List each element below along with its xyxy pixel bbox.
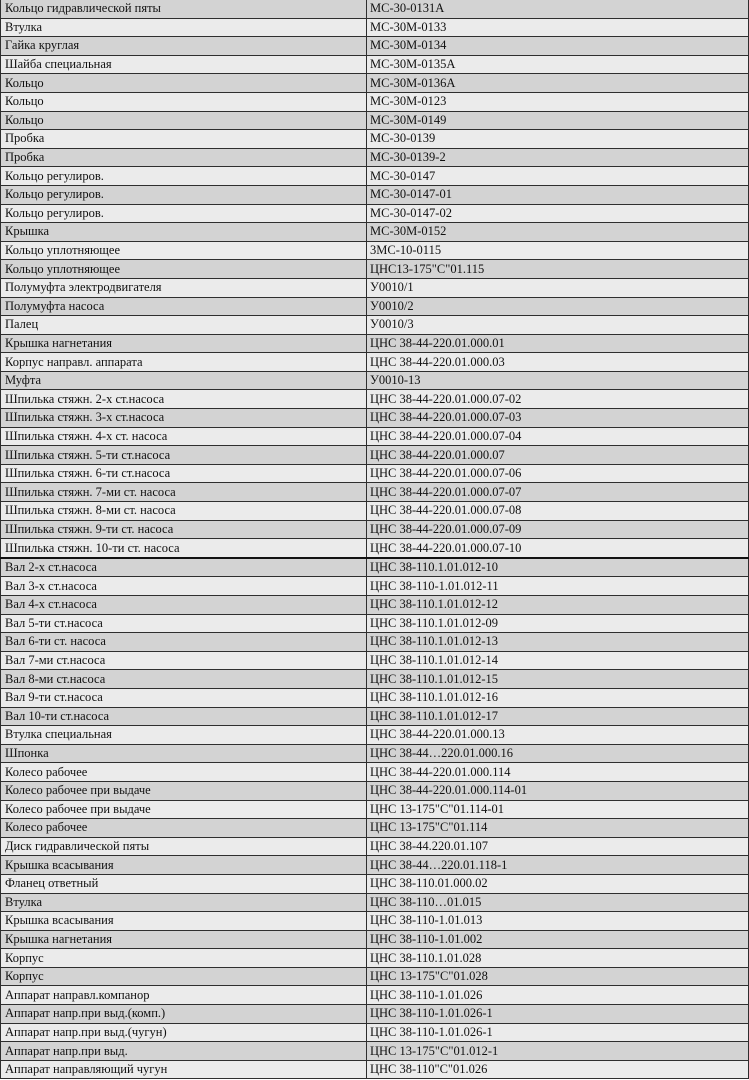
table-row [1, 558, 749, 577]
part-code-cell[interactable]: ЦНС 38-44…220.01.118-1 [367, 856, 749, 875]
part-name-cell[interactable]: Палец [1, 316, 367, 335]
table-row [1, 111, 749, 130]
part-name-cell[interactable]: Вал 8-ми ст.насоса [1, 670, 367, 689]
table-row [1, 781, 749, 800]
part-code-cell[interactable]: ЦНС 38-44-220.01.000.13 [367, 726, 749, 745]
part-code-cell[interactable]: ЦНС 13-175"С"01.012-1 [367, 1042, 749, 1061]
table-row [1, 633, 749, 652]
part-name-cell[interactable]: Пробка [1, 148, 367, 167]
part-name-cell[interactable]: Кольцо [1, 74, 367, 93]
part-code-cell[interactable]: ЦНС 38-110…01.015 [367, 893, 749, 912]
table-row [1, 763, 749, 782]
table-row [1, 670, 749, 689]
part-name-cell[interactable]: Кольцо уплотняющее [1, 260, 367, 279]
part-code-cell[interactable]: МС-30-0139 [367, 130, 749, 149]
table-row [1, 707, 749, 726]
part-code-cell[interactable]: ЦНС 38-110.1.01.012-17 [367, 707, 749, 726]
part-code-cell[interactable]: ЦНС 38-44-220.01.000.114 [367, 763, 749, 782]
part-name-cell[interactable]: Шпилька стяжн. 8-ми ст. насоса [1, 502, 367, 521]
table-row [1, 1042, 749, 1061]
table-row [1, 260, 749, 279]
part-name-cell[interactable]: Гайка круглая [1, 37, 367, 56]
table-row [1, 18, 749, 37]
part-name-cell[interactable]: Кольцо гидравлической пяты [1, 0, 367, 18]
table-row [1, 74, 749, 93]
table-row [1, 464, 749, 483]
part-name-cell[interactable]: Шпилька стяжн. 7-ми ст. насоса [1, 483, 367, 502]
part-code-cell[interactable]: ЦНС 38-44-220.01.000.07-02 [367, 390, 749, 409]
part-code-cell[interactable]: У0010/2 [367, 297, 749, 316]
part-name-cell[interactable]: Кольцо регулиров. [1, 185, 367, 204]
part-code-cell[interactable]: ЦНС 38-44-220.01.000.07-04 [367, 427, 749, 446]
table-row [1, 130, 749, 149]
part-name-cell[interactable]: Шпилька стяжн. 6-ти ст.насоса [1, 464, 367, 483]
table-row [1, 744, 749, 763]
table-row [1, 204, 749, 223]
table-row [1, 577, 749, 596]
table-row [1, 596, 749, 615]
table-row [1, 893, 749, 912]
part-code-cell[interactable]: ЦНС 38-110.1.01.028 [367, 949, 749, 968]
part-code-cell[interactable]: МС-30М-0149 [367, 111, 749, 130]
part-code-cell[interactable]: 3МС-10-0115 [367, 241, 749, 260]
table-row [1, 167, 749, 186]
part-code-cell[interactable]: МС-30-0147 [367, 167, 749, 186]
part-code-cell[interactable]: ЦНС 38-44.220.01.107 [367, 837, 749, 856]
table-row [1, 92, 749, 111]
part-name-cell[interactable]: Полумуфта электродвигателя [1, 278, 367, 297]
table-row [1, 800, 749, 819]
part-name-cell[interactable]: Шпилька стяжн. 9-ти ст. насоса [1, 520, 367, 539]
part-code-cell[interactable]: МС-30М-0136А [367, 74, 749, 93]
table-row [1, 949, 749, 968]
part-code-cell[interactable]: ЦНС 38-110.01.000.02 [367, 874, 749, 893]
part-name-cell[interactable]: Диск гидравлической пяты [1, 837, 367, 856]
parts-table-body [1, 0, 749, 1079]
part-name-cell[interactable]: Шпонка [1, 744, 367, 763]
part-name-cell[interactable]: Вал 4-х ст.насоса [1, 596, 367, 615]
part-name-cell[interactable]: Крышка всасывания [1, 912, 367, 931]
part-name-cell[interactable]: Шпилька стяжн. 3-х ст.насоса [1, 409, 367, 428]
table-row [1, 688, 749, 707]
part-code-cell[interactable]: ЦНС 38-110.1.01.012-13 [367, 633, 749, 652]
part-code-cell[interactable]: ЦНС 13-175"С"01.028 [367, 967, 749, 986]
table-row [1, 1060, 749, 1079]
part-code-cell[interactable]: МС-30М-0123 [367, 92, 749, 111]
part-name-cell[interactable]: Колесо рабочее при выдаче [1, 800, 367, 819]
part-code-cell[interactable]: МС-30-0131А [367, 0, 749, 18]
part-code-cell[interactable]: ЦНС 38-110.1.01.012-10 [367, 558, 749, 577]
part-name-cell[interactable]: Аппарат напр.при выд. [1, 1042, 367, 1061]
part-name-cell[interactable]: Колесо рабочее [1, 763, 367, 782]
part-name-cell[interactable]: Кольцо регулиров. [1, 204, 367, 223]
part-name-cell[interactable]: Крышка нагнетания [1, 334, 367, 353]
part-name-cell[interactable]: Корпус [1, 949, 367, 968]
part-code-cell[interactable]: ЦНС 38-44…220.01.000.16 [367, 744, 749, 763]
table-row [1, 427, 749, 446]
table-row [1, 856, 749, 875]
part-name-cell[interactable]: Вал 2-х ст.насоса [1, 558, 367, 577]
table-row [1, 1023, 749, 1042]
part-code-cell[interactable]: ЦНС 38-110-1.01.026-1 [367, 1005, 749, 1024]
part-code-cell[interactable]: ЦНС 38-110-1.01.012-11 [367, 577, 749, 596]
table-row [1, 334, 749, 353]
part-name-cell[interactable]: Аппарат направляющий чугун [1, 1060, 367, 1079]
part-name-cell[interactable]: Шпилька стяжн. 10-ти ст. насоса [1, 539, 367, 558]
table-row [1, 520, 749, 539]
part-code-cell[interactable]: У0010/3 [367, 316, 749, 335]
part-name-cell[interactable]: Вал 5-ти ст.насоса [1, 614, 367, 633]
table-row [1, 446, 749, 465]
part-code-cell[interactable]: ЦНС 38-44-220.01.000.07-03 [367, 409, 749, 428]
part-name-cell[interactable]: Вал 9-ти ст.насоса [1, 688, 367, 707]
part-code-cell[interactable]: ЦНС 38-44-220.01.000.07-08 [367, 502, 749, 521]
part-code-cell[interactable]: МС-30М-0134 [367, 37, 749, 56]
part-name-cell[interactable]: Шпилька стяжн. 2-х ст.насоса [1, 390, 367, 409]
part-name-cell[interactable]: Шпилька стяжн. 5-ти ст.насоса [1, 446, 367, 465]
table-row [1, 241, 749, 260]
table-row [1, 297, 749, 316]
part-name-cell[interactable]: Втулка [1, 893, 367, 912]
part-code-cell[interactable]: ЦНС 13-175"С"01.114 [367, 819, 749, 838]
part-name-cell[interactable]: Аппарат напр.при выд.(чугун) [1, 1023, 367, 1042]
part-code-cell[interactable]: ЦНС 38-44-220.01.000.07 [367, 446, 749, 465]
table-row [1, 409, 749, 428]
part-code-cell[interactable]: ЦНС 38-44-220.01.000.07-06 [367, 464, 749, 483]
table-row [1, 37, 749, 56]
table-row [1, 930, 749, 949]
part-name-cell[interactable]: Полумуфта насоса [1, 297, 367, 316]
part-code-cell[interactable]: МС-30-0139-2 [367, 148, 749, 167]
part-code-cell[interactable]: ЦНС 38-110-1.01.026-1 [367, 1023, 749, 1042]
part-code-cell[interactable]: МС-30М-0135А [367, 55, 749, 74]
table-row [1, 502, 749, 521]
part-code-cell[interactable]: ЦНС 38-110"С"01.026 [367, 1060, 749, 1079]
part-code-cell[interactable]: ЦНС 38-44-220.01.000.07-10 [367, 539, 749, 558]
table-row [1, 874, 749, 893]
part-code-cell[interactable]: ЦНС 38-110.1.01.012-15 [367, 670, 749, 689]
part-name-cell[interactable]: Вал 7-ми ст.насоса [1, 651, 367, 670]
part-code-cell[interactable]: ЦНС 38-110-1.01.002 [367, 930, 749, 949]
part-name-cell[interactable]: Шпилька стяжн. 4-х ст. насоса [1, 427, 367, 446]
part-name-cell[interactable]: Втулка специальная [1, 726, 367, 745]
table-row [1, 614, 749, 633]
table-row [1, 819, 749, 838]
part-name-cell[interactable]: Пробка [1, 130, 367, 149]
table-row [1, 278, 749, 297]
part-name-cell[interactable]: Шайба специальная [1, 55, 367, 74]
part-name-cell[interactable]: Кольцо уплотняющее [1, 241, 367, 260]
part-code-cell[interactable]: ЦНС 38-110.1.01.012-09 [367, 614, 749, 633]
part-name-cell[interactable]: Муфта [1, 371, 367, 390]
part-code-cell[interactable]: ЦНС 38-110.1.01.012-16 [367, 688, 749, 707]
part-code-cell[interactable]: МС-30-0147-02 [367, 204, 749, 223]
part-code-cell[interactable]: ЦНС13-175"С"01.115 [367, 260, 749, 279]
table-row [1, 55, 749, 74]
table-row [1, 912, 749, 931]
table-row [1, 316, 749, 335]
part-code-cell[interactable]: У0010-13 [367, 371, 749, 390]
part-name-cell[interactable]: Кольцо регулиров. [1, 167, 367, 186]
part-code-cell[interactable]: ЦНС 38-110-1.01.013 [367, 912, 749, 931]
part-name-cell[interactable]: Крышка всасывания [1, 856, 367, 875]
part-name-cell[interactable]: Вал 6-ти ст. насоса [1, 633, 367, 652]
part-name-cell[interactable]: Крышка нагнетания [1, 930, 367, 949]
part-name-cell[interactable]: Колесо рабочее при выдаче [1, 781, 367, 800]
part-code-cell[interactable]: МС-30-0147-01 [367, 185, 749, 204]
table-row [1, 148, 749, 167]
part-name-cell[interactable]: Аппарат напр.при выд.(комп.) [1, 1005, 367, 1024]
part-name-cell[interactable]: Аппарат направл.компанор [1, 986, 367, 1005]
part-code-cell[interactable]: ЦНС 38-44-220.01.000.07-07 [367, 483, 749, 502]
part-code-cell[interactable]: У0010/1 [367, 278, 749, 297]
part-name-cell[interactable]: Кольцо [1, 111, 367, 130]
part-code-cell[interactable]: ЦНС 38-110.1.01.012-14 [367, 651, 749, 670]
table-row [1, 651, 749, 670]
part-name-cell[interactable]: Корпус направл. аппарата [1, 353, 367, 372]
table-row [1, 390, 749, 409]
part-code-cell[interactable]: ЦНС 38-44-220.01.000.03 [367, 353, 749, 372]
table-row [1, 371, 749, 390]
part-code-cell[interactable]: ЦНС 38-44-220.01.000.07-09 [367, 520, 749, 539]
part-code-cell[interactable]: ЦНС 38-44-220.01.000.01 [367, 334, 749, 353]
table-row [1, 353, 749, 372]
table-row [1, 837, 749, 856]
part-name-cell[interactable]: Втулка [1, 18, 367, 37]
table-row [1, 0, 749, 18]
part-code-cell[interactable]: ЦНС 38-44-220.01.000.114-01 [367, 781, 749, 800]
table-row [1, 967, 749, 986]
part-code-cell[interactable]: ЦНС 38-110-1.01.026 [367, 986, 749, 1005]
part-name-cell[interactable]: Колесо рабочее [1, 819, 367, 838]
part-name-cell[interactable]: Корпус [1, 967, 367, 986]
table-row [1, 483, 749, 502]
part-name-cell[interactable]: Фланец ответный [1, 874, 367, 893]
part-name-cell[interactable]: Вал 3-х ст.насоса [1, 577, 367, 596]
part-code-cell[interactable]: ЦНС 38-110.1.01.012-12 [367, 596, 749, 615]
part-code-cell[interactable]: ЦНС 13-175"С"01.114-01 [367, 800, 749, 819]
table-row [1, 1005, 749, 1024]
table-row [1, 539, 749, 558]
part-name-cell[interactable]: Вал 10-ти ст.насоса [1, 707, 367, 726]
part-code-cell[interactable]: МС-30М-0133 [367, 18, 749, 37]
part-name-cell[interactable]: Крышка [1, 223, 367, 242]
table-row [1, 223, 749, 242]
table-row [1, 726, 749, 745]
table-row [1, 986, 749, 1005]
part-name-cell[interactable]: Кольцо [1, 92, 367, 111]
part-code-cell[interactable]: МС-30М-0152 [367, 223, 749, 242]
table-row [1, 185, 749, 204]
